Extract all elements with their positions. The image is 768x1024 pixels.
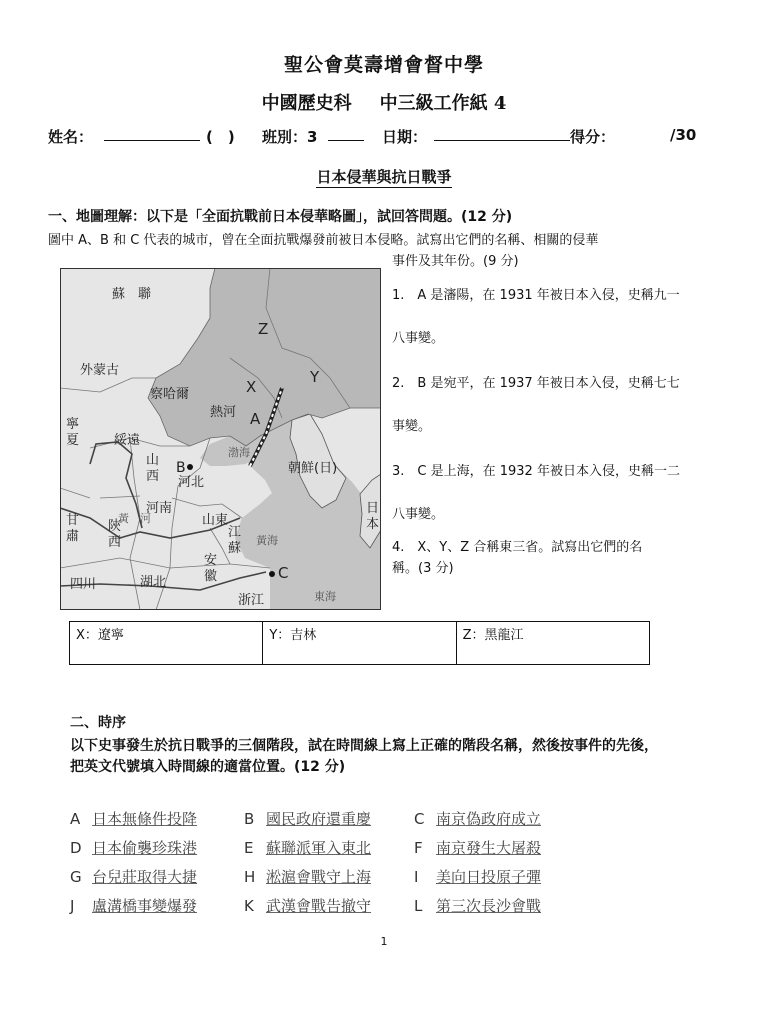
number-bracket: ( ): [206, 128, 235, 146]
event-text: 蘇聯派軍入東北: [266, 839, 372, 857]
event-text: 南京偽政府成立: [436, 810, 542, 828]
event-text: 盧溝橋事變爆發: [92, 897, 198, 915]
map-point-b: [187, 464, 193, 470]
event-letter: A: [70, 810, 81, 828]
event-text: 第三次長沙會戰: [436, 897, 542, 915]
map-label-anhui: 安徽: [204, 553, 218, 584]
event-text: 日本偷襲珍珠港: [92, 839, 198, 857]
event-item-b: [244, 808, 371, 829]
event-text: 南京發生大屠殺: [436, 839, 542, 857]
event-letter: L: [414, 897, 423, 915]
event-letter: D: [70, 839, 82, 857]
event-letter: I: [414, 868, 419, 886]
event-letter: F: [414, 839, 423, 857]
map-label-ningxia: 寧夏: [66, 417, 80, 448]
section2-desc-line1: 以下史事發生於抗日戰爭的三個階段，試在時間線上寫上正確的階段名稱，然後按事件的先後，: [70, 738, 658, 754]
event-text: 美向日投原子彈: [436, 868, 542, 886]
section2-desc-line2: 把英文代號填入時間線的適當位置。(12 分): [70, 759, 346, 775]
answer-3-line1: 3. C 是上海，在 1932 年被日本入侵，史稱一二: [392, 464, 680, 479]
section1-desc: 圖中 A、B 和 C 代表的城市，曾在全面抗戰爆發前被日本侵略。試寫出它們的名稱、相關的侵華: [48, 233, 599, 248]
map-label-yellow-sea: 黃海: [256, 534, 278, 547]
map-label-a: A: [250, 410, 261, 428]
map-figure: [60, 268, 381, 610]
event-item-d: [70, 837, 197, 858]
map-label-c: C: [278, 564, 289, 582]
name-label: 姓名：: [48, 128, 94, 146]
event-item-h: [244, 866, 371, 887]
map-label-outer-mongolia: 外蒙古: [80, 363, 120, 378]
map-label-bohai: 渤海: [228, 446, 250, 459]
event-text: 淞滬會戰守上海: [266, 868, 372, 886]
provinces-answer-table: [69, 621, 650, 665]
section1-heading: 一、地圖理解：以下是「全面抗戰前日本侵華略圖」，試回答問題。(12 分): [48, 209, 513, 225]
page-number: 1: [380, 935, 388, 948]
map-label-hebei: 河北: [178, 475, 205, 490]
section1-desc-cont: 事件及其年份。(9 分): [392, 254, 519, 269]
map-label-korea: 朝鮮(日): [288, 461, 338, 476]
event-item-j: [70, 895, 197, 916]
event-item-k: [244, 895, 371, 916]
map-label-y: Y: [310, 368, 320, 386]
event-letter: E: [244, 839, 254, 857]
topic-title: 日本侵華與抗日戰爭: [316, 168, 452, 186]
map-label-hubei: 湖北: [140, 575, 167, 590]
question-4-line1: 4. X、Y、Z 合稱東三省。試寫出它們的名: [392, 540, 643, 555]
event-letter: J: [70, 897, 75, 915]
map-label-henan: 河南: [146, 501, 173, 516]
map-label-zhejiang: 浙江: [238, 593, 265, 608]
map-label-jiangsu: 江蘇: [228, 525, 242, 556]
map-label-east-sea: 東海: [314, 590, 336, 603]
map-label-b: B: [176, 460, 186, 476]
name-field[interactable]: [104, 126, 200, 141]
answer-cell-x[interactable]: X：遼寧: [70, 622, 263, 665]
answer-1-line2: 八事變。: [392, 331, 445, 346]
answer-2-line1: 2. B 是宛平，在 1937 年被日本入侵，史稱七七: [392, 376, 680, 391]
event-item-f: [414, 837, 541, 858]
event-item-e: [244, 837, 371, 858]
event-text: 台兒莊取得大捷: [92, 868, 198, 886]
event-item-a: [70, 808, 197, 829]
event-item-i: [414, 866, 541, 887]
event-letter: B: [244, 810, 255, 828]
map-label-shaanxi: 陝西: [108, 519, 122, 550]
map-label-x: X: [246, 378, 257, 396]
class-label: 班別：3: [262, 128, 318, 146]
event-item-l: [414, 895, 541, 916]
event-letter: K: [244, 897, 254, 915]
answer-1-line1: 1. A 是瀋陽，在 1931 年被日本入侵，史稱九一: [392, 288, 680, 303]
answer-3-line2: 八事變。: [392, 507, 445, 522]
map-label-shandong: 山東: [202, 513, 229, 528]
answer-cell-z[interactable]: Z：黑龍江: [456, 622, 649, 665]
map-label-japan: 日本: [366, 501, 380, 532]
map-label-chahar: 察哈爾: [150, 387, 190, 402]
school-title: 聖公會莫壽增會督中學: [283, 54, 484, 76]
date-field[interactable]: [434, 126, 570, 141]
map-label-yellow-river: 黃 河: [118, 512, 151, 525]
event-text: 國民政府還重慶: [266, 810, 372, 828]
map-label-soviet: 蘇 聯: [112, 287, 152, 302]
answer-cell-y[interactable]: Y：吉林: [263, 622, 456, 665]
score-total: /30: [670, 126, 697, 144]
map-label-sichuan: 四川: [70, 577, 97, 592]
map-label-shanxi: 山西: [146, 453, 160, 484]
event-item-g: [70, 866, 197, 887]
worksheet-label: 中三級工作紙 4: [379, 93, 507, 114]
score-label: 得分：: [570, 128, 616, 146]
question-4-line2: 稱。(3 分): [392, 561, 454, 576]
map-label-rehe: 熱河: [210, 405, 237, 420]
event-text: 武漢會戰告撤守: [266, 897, 372, 915]
map-label-gansu: 甘肅: [66, 513, 80, 544]
date-label: 日期：: [382, 128, 428, 146]
answer-2-line2: 事變。: [392, 419, 432, 434]
map-point-c: [269, 571, 275, 577]
event-item-c: [414, 808, 541, 829]
map-label-suiyuan: 綏遠: [114, 433, 141, 448]
event-letter: C: [414, 810, 425, 828]
class-field[interactable]: [328, 126, 364, 141]
subject-label: 中國歷史科: [261, 93, 352, 114]
section2-heading: 二、時序: [70, 715, 126, 731]
event-text: 日本無條件投降: [92, 810, 198, 828]
event-letter: H: [244, 868, 256, 886]
map-label-z: Z: [258, 320, 269, 338]
event-letter: G: [70, 868, 82, 886]
worksheet-title: [0, 89, 768, 115]
